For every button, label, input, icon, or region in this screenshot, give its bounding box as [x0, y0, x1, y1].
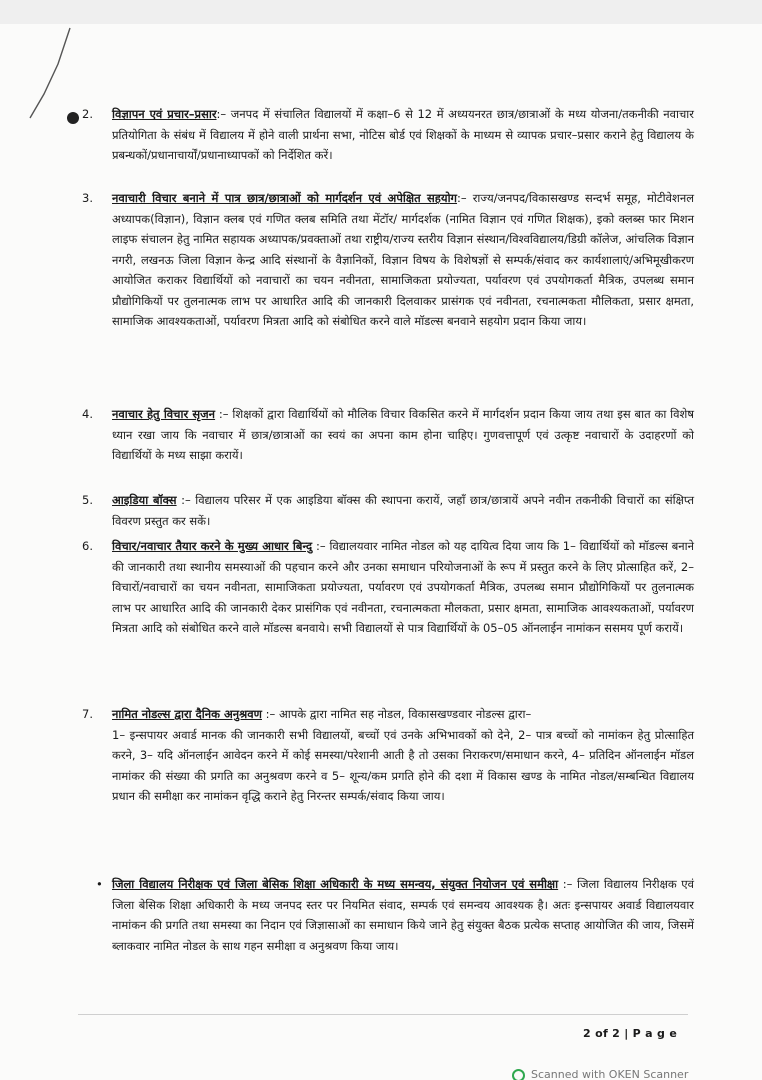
section-body: जनपद में संचालित विद्यालयों में कक्षा–6 से 12 में अध्ययनरत छात्र/छात्राओं के मध्य योजना/तकनीकी नवाचार प्रतियोगिता के संबंध में विद्यालय में होने वाली प्रार्थना सभा, नोटिस बोर्ड एवं शिक्षकों के माध्यम से व्यापक प्रचार–प्रसार कराने हेतु विद्यालय के प्रबन्धकों/प्रधानाचार्यों/प्रधानाध्यापकों को निर्देशित करें।	[112, 107, 694, 162]
section-heading: जिला विद्यालय निरीक्षक एवं जिला बेसिक शिक्षा अधिकारी के मध्य समन्वय, संयुक्त नियोजन एवं समीक्षा	[112, 877, 559, 891]
section-body: आपके द्वारा नामित सह नोडल, विकासखण्डवार नोडल्स द्वारा–	[278, 707, 532, 721]
section-7-monitoring	[82, 704, 694, 807]
section-6-main-points	[82, 536, 694, 639]
section-5-idea-box	[82, 490, 694, 531]
heading-separator: :–	[215, 407, 233, 421]
heading-separator: :–	[312, 539, 330, 553]
punch-hole-icon	[67, 112, 79, 124]
bullet-icon: •	[96, 877, 103, 891]
heading-separator: :–	[457, 191, 473, 205]
section-number: 7.	[82, 707, 93, 721]
section-body: विद्यालय परिसर में एक आइडिया बॉक्स की स्थापना करायें, जहाँ छात्र/छात्रायें अपने नवीन तकनीकी विचारों का संक्षिप्त विवरण प्रस्तुत कर सकें।	[112, 493, 695, 528]
heading-separator: :–	[216, 107, 231, 121]
section-body: शिक्षकों द्वारा विद्यार्थियों को मौलिक विचार विकसित करने में मार्गदर्शन प्रदान किया जाय तथा इस बात का विशेष ध्यान रखा जाय कि नवाचार में छात्र/छात्राओं का स्वयं का अपना काम होना चाहिए। गुणवत्तापूर्ण एवं उत्कृष्ट नवाचारों के उदाहरणों को विद्यार्थियों के मध्य साझा करायें।	[112, 407, 694, 462]
watermark-text: Scanned with OKEN Scanner	[531, 1068, 689, 1080]
section-body: जिला विद्यालय निरीक्षक एवं जिला बेसिक शिक्षा अधिकारी के मध्य जनपद स्तर पर नियमित संवाद, सम्पर्क एवं समन्वय आवश्यक है। अतः इन्सपायर अवार्ड विद्यालयवार नामांकन की प्रगति तथा समस्या का निदान एवं जिज्ञासाओं का समाधान किये जाने हेतु संयुक्त बैठक प्रत्येक सप्ताह आयोजित की जाय, जिसमें ब्लाकवार नामित नोडल के साथ गहन समीक्षा व अनुश्रवण किया जाय।	[112, 877, 694, 953]
section-2-publicity	[82, 104, 694, 166]
heading-separator: :–	[262, 707, 279, 721]
section-body: विद्यालयवार नामित नोडल को यह दायित्व दिया जाय कि 1– विद्यार्थियों को मॉडल्स बनाने की जानकारी तथा स्थानीय समस्याओं की पहचान करने और उनका समाधान परियोजनाओं के रूप में प्रस्तुत करने के लिए प्रोत्साहित करें, 2– विचारों/नवाचारों का चयन नवीनता, सामाजिकता प्रयोज्यता, पर्यावरण एवं उपयोगकर्ता मैत्रिक, उपलब्ध समान प्रौद्योगिकियों पर तुलनात्मक लाभ पर आधारित आदि की जानकारी देकर प्रासंगिक एवं नवीनता, रचनात्मकता मौलकता, प्रसार क्षमता, सामाजिक आवश्यकताओं, पर्यावरण मित्रता आदि को संबोधित करने वाले मॉडल्स बनवाये। सभी विद्यालयों से पात्र विद्यार्थियों के 05–05 ऑनलाईन नामांकन ससमय पूर्ण करायें।	[112, 539, 695, 635]
section-heading: आइडिया बॉक्स	[112, 493, 177, 507]
scanner-logo-icon	[512, 1069, 525, 1080]
section-heading: नवाचार हेतु विचार सृजन	[112, 407, 216, 421]
section-heading: विज्ञापन एवं प्रचार–प्रसार	[112, 107, 217, 121]
section-number: 5.	[82, 493, 93, 507]
heading-separator: :–	[558, 877, 577, 891]
section-number: 4.	[82, 407, 93, 421]
section-heading: विचार/नवाचार तैयार करने के मुख्य आधार बिन्दु	[112, 539, 313, 553]
section-body: राज्य/जनपद/विकासखण्ड सन्दर्भ समूह, मोटीवेशनल अध्यापक(विज्ञान), विज्ञान क्लब एवं गणित क्लब समिति तथा मेंटॉर/ मार्गदर्शक (नामित विज्ञान एवं गणित शिक्षक), इको क्लब्स फार मिशन लाइफ संचालन हेतु नामित सहायक अध्यापक/प्रवक्ताओं तथा राष्ट्रीय/राज्य स्तरीय विज्ञान संस्थान/विश्वविद्यालय/डिग्री कॉलेज, आंचलिक विज्ञान नगरी, लखनऊ जिला विज्ञान केन्द्र आदि संस्थानों के वैज्ञानिकों, विज्ञान विषय के विशेषज्ञों से सम्पर्क/संवाद कर कार्यशालाएं/अभिमूखीकरण आयोजित कराकर विद्यार्थियों को नवाचारों का चयन नवीनता, सामाजिकता प्रयोज्यता, पर्यावरण एवं उपयोगकर्ता मैत्रिक, उपलब्ध समान प्रौद्योगिकियों पर तुलनात्मक लाभ पर आधारित आदि की जानकारी दिलवाकर प्रासंगक एवं नवीनता, रचनात्मकता मौलिकता, प्रसार क्षमता, सामाजिक आवश्यकताओं, पर्यावरण मित्रता आदि को संबोधित करने वाले मॉडल्स बनवाने सहयोग प्रदान किया जाय।	[112, 191, 694, 328]
document-page	[0, 24, 762, 1080]
page-number: 2 of 2 | P a g e	[583, 1027, 678, 1040]
scanner-watermark	[512, 1068, 688, 1080]
section-number: 3.	[82, 191, 93, 205]
section-body-continued: 1– इन्सपायर अवार्ड मानक की जानकारी सभी विद्यालयों, बच्चों एवं उनके अभिभावकों को देने, 2– पात्र बच्चों को नामांकन हेतु प्रोत्साहित करने, 3– यदि ऑनलाईन आवेदन करने में कोई समस्या/परेशानी आती है तो उसका निराकरण/समाधान करने, 4– प्रतिदिन ऑनलाईन मॉडल नामांकर की संख्या की प्रगति का अनुश्रवण करने व 5– शून्य/कम प्रगति होने की दशा में विकास खण्ड के नामित नोडल/सम्बन्धित विद्यालय प्रधान की समीक्षा कर नामांकन वृद्धि कराने हेतु निरन्तर सम्पर्क/संवाद किया जाय।	[112, 727, 694, 803]
paper-crease-mark	[0, 24, 80, 144]
section-3-guidance	[82, 188, 694, 332]
section-number: 2.	[82, 107, 93, 121]
section-4-idea-creation	[82, 404, 694, 466]
section-number: 6.	[82, 539, 93, 553]
heading-separator: :–	[176, 493, 196, 507]
section-heading: नवाचारी विचार बनाने में पात्र छात्र/छात्राओं को मार्गदर्शन एवं अपेक्षित सहयोग	[112, 191, 458, 205]
section-coordination	[82, 874, 694, 956]
section-heading: नामित नोडल्स द्वारा दैनिक अनुश्रवण	[112, 707, 262, 721]
footer-divider	[78, 1014, 688, 1015]
scan-top-band	[0, 0, 762, 24]
